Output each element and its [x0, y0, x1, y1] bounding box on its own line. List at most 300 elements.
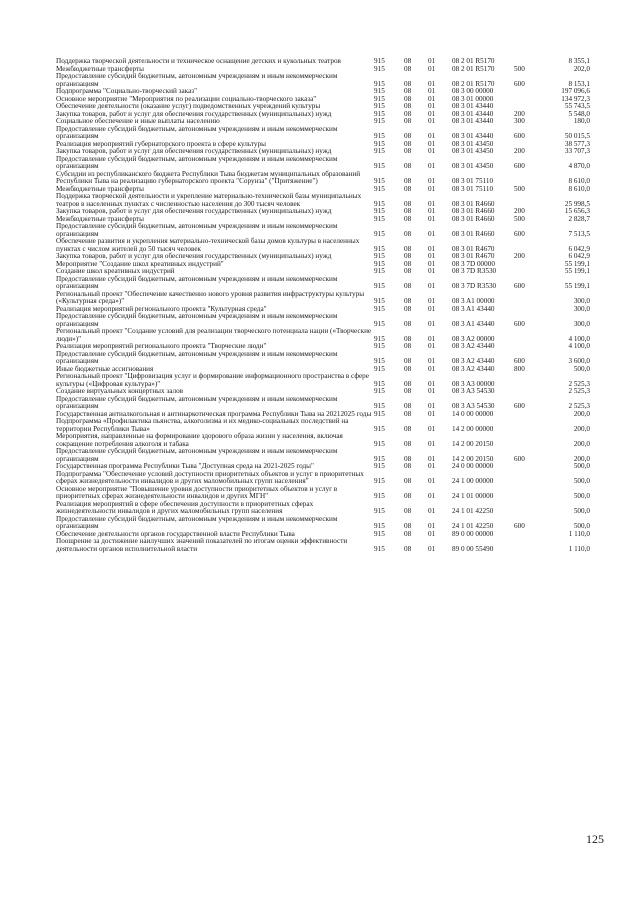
table-body: [56, 58, 590, 553]
admin-code: 915: [374, 297, 385, 305]
target-article-code: 08 3 01 75110: [452, 177, 494, 185]
admin-code: 915: [374, 492, 385, 500]
subsection-code: 01: [428, 507, 436, 515]
section-code: 08: [404, 109, 412, 118]
row-name: Мероприятия, направленные на формирование здорового образа жизни у населения, включая сокращение потребления алкоголя и табака: [56, 432, 343, 448]
expense-type-code: 200: [514, 109, 525, 118]
amount: 4 100,0: [568, 342, 590, 350]
amount: 300,0: [573, 297, 590, 305]
expense-type-code: [514, 486, 540, 501]
subsection-code: 01: [428, 462, 436, 470]
row-name: Иные бюджетные ассигнования: [56, 364, 154, 373]
amount: 1 110,0: [568, 529, 590, 538]
table-row: [56, 373, 590, 388]
expense-type-code: 500: [514, 64, 525, 73]
section-code: 08: [404, 439, 412, 448]
subsection-code: 01: [428, 214, 436, 223]
subsection-code: 01: [428, 139, 436, 148]
section-code: 08: [404, 342, 412, 350]
admin-code: 915: [374, 199, 385, 208]
section-code: 08: [404, 492, 412, 500]
subsection-code: 01: [428, 409, 436, 418]
table-row: [56, 418, 590, 433]
table-row: [56, 351, 590, 366]
section-code: 08: [404, 94, 412, 103]
section-code: 08: [404, 244, 412, 253]
section-code: 08: [404, 387, 412, 395]
target-article-code: 89 0 00 55490: [452, 544, 494, 553]
amount: 5 548,0: [568, 109, 590, 118]
target-article-code: 08 3 01 43450: [452, 162, 494, 170]
amount: 8 610,0: [568, 177, 590, 185]
section-code: 08: [404, 132, 412, 140]
row-name: Субсидии из республиканского бюджета Республики Тыва бюджетам муниципальных образований Республики Тыва на реализацию губернаторского проекта "Сорунза" ("Притяжение"): [56, 169, 361, 185]
row-name: Основное мероприятие "Мероприятия по реализации социально-творческого заказа": [56, 94, 317, 103]
amount: 8 610,0: [568, 184, 590, 193]
subsection-code: 01: [428, 162, 436, 170]
expense-type-code: [514, 306, 540, 314]
row-name: Закупка товаров, работ и услуг для обеспечения государственных (муниципальных) нужд: [56, 252, 332, 260]
target-article-code: 89 0 00 00000: [452, 529, 494, 538]
target-article-code: 24 1 00 00000: [452, 477, 494, 485]
admin-code: 915: [374, 64, 385, 73]
target-article-code: 14 0 00 00000: [452, 409, 494, 418]
admin-code: 915: [374, 162, 385, 170]
expense-type-code: 600: [514, 79, 525, 88]
row-name: Обеспечение развития и укрепления материально-технической базы домов культуры в населенных пунктах с числом жителей до 50 тысяч человек: [56, 237, 360, 253]
amount: 6 042,9: [568, 252, 590, 260]
section-code: 08: [404, 229, 412, 238]
target-article-code: 08 3 01 R4660: [452, 214, 495, 223]
section-code: 08: [404, 304, 412, 313]
amount: 300,0: [573, 319, 590, 328]
amount: 55 199,1: [564, 282, 590, 290]
target-article-code: 24 0 00 00000: [452, 462, 494, 470]
row-name: Региональный проект "Обеспечение качественно нового уровня развития инфраструктуры культуры («Культурная среда»)": [56, 289, 365, 305]
subsection-code: 01: [428, 252, 436, 260]
table-row: [56, 276, 590, 291]
subsection-code: 01: [428, 87, 436, 95]
expense-type-code: 200: [514, 252, 525, 260]
expense-type-code: 200: [514, 207, 525, 215]
admin-code: 915: [374, 207, 385, 215]
target-article-code: 24 1 01 42250: [452, 522, 494, 530]
expense-type-code: [514, 411, 540, 419]
expense-type-code: [514, 171, 540, 186]
row-name: Государственная антиалкогольная и антинаркотическая программа Республики Тыва на 20212025 годы: [56, 409, 372, 418]
row-name: Государственная программа Республики Тыва "Доступная среда на 2021-2025 годы": [56, 462, 314, 470]
section-code: 08: [404, 424, 412, 433]
amount: 500,0: [573, 507, 590, 515]
target-article-code: 08 3 01 43450: [452, 147, 494, 155]
subsection-code: 01: [428, 379, 436, 388]
target-article-code: 08 3 A2 43440: [452, 357, 495, 365]
page-number: 125: [586, 832, 604, 846]
section-code: 08: [404, 64, 412, 73]
expense-type-code: 600: [514, 229, 525, 238]
amount: 55 199,1: [564, 267, 590, 275]
table-row: [56, 471, 590, 486]
section-code: 08: [404, 334, 412, 343]
subsection-code: 01: [428, 79, 436, 88]
table-row: [56, 171, 590, 186]
expense-type-code: [514, 238, 540, 253]
section-code: 08: [404, 162, 412, 170]
section-code: 08: [404, 184, 412, 193]
admin-code: 915: [374, 282, 385, 290]
subsection-code: 01: [428, 117, 436, 125]
table-row: [56, 73, 590, 88]
section-code: 08: [404, 379, 412, 388]
admin-code: 915: [374, 529, 385, 538]
row-name: Предоставление субсидий бюджетным, автономным учреждениям и иным некоммерческим организациям: [56, 72, 338, 88]
admin-code: 915: [374, 364, 385, 373]
subsection-code: 01: [428, 259, 436, 268]
budget-table: [56, 58, 590, 553]
admin-code: 915: [374, 462, 385, 470]
row-name: Межбюджетные трансферты: [56, 214, 144, 223]
row-name: Закупка товаров, работ и услуг для обеспечения государственных (муниципальных) нужд: [56, 109, 332, 118]
amount: 8 153,1: [568, 79, 590, 88]
amount: 200,0: [573, 424, 590, 433]
table-row: [56, 396, 590, 411]
admin-code: 915: [374, 139, 385, 148]
row-name: Предоставление субсидий бюджетным, автономным учреждениям и иным некоммерческим организациям: [56, 349, 338, 365]
target-article-code: 08 3 7D R3530: [452, 267, 497, 275]
section-code: 08: [404, 259, 412, 268]
subsection-code: 01: [428, 297, 436, 305]
table-row: [56, 516, 590, 531]
table-row: [56, 223, 590, 238]
section-code: 08: [404, 252, 412, 260]
subsection-code: 01: [428, 109, 436, 118]
amount: 15 656,3: [564, 207, 590, 215]
admin-code: 915: [374, 252, 385, 260]
expense-type-code: [514, 388, 540, 396]
expense-type-code: [514, 268, 540, 276]
section-code: 08: [404, 87, 412, 95]
target-article-code: 08 3 A2 43440: [452, 364, 495, 373]
admin-code: 915: [374, 334, 385, 343]
amount: 2 525,3: [568, 402, 590, 410]
target-article-code: 08 3 A3 54530: [452, 402, 495, 410]
subsection-code: 01: [428, 102, 436, 110]
section-code: 08: [404, 199, 412, 208]
section-code: 08: [404, 297, 412, 305]
row-name: Подпрограмма «Профилактика пьянства, алкоголизма и их медико-социальных последствий на территории Республики Тыва»: [56, 417, 349, 433]
admin-code: 915: [374, 507, 385, 515]
section-code: 08: [404, 462, 412, 470]
expense-type-code: 600: [514, 522, 525, 530]
expense-type-code: [514, 96, 540, 104]
subsection-code: 01: [428, 57, 436, 65]
row-name: Реализация мероприятий в сфере обеспечения доступности в приоритетных сферах жизнедеятельности инвалидов и других маломобильных групп населения: [56, 499, 314, 515]
admin-code: 915: [374, 379, 385, 388]
amount: 50 015,5: [564, 132, 590, 140]
target-article-code: 08 3 01 43450: [452, 139, 494, 148]
admin-code: 915: [374, 57, 385, 65]
amount: 500,0: [573, 462, 590, 470]
row-name: Создание школ креативных индустрий: [56, 267, 175, 275]
expense-type-code: [514, 471, 540, 486]
target-article-code: 08 3 7D R3530: [452, 282, 497, 290]
admin-code: 915: [374, 544, 385, 553]
admin-code: 915: [374, 147, 385, 155]
admin-code: 915: [374, 319, 385, 328]
admin-code: 915: [374, 342, 385, 350]
amount: 6 042,9: [568, 244, 590, 253]
subsection-code: 01: [428, 492, 436, 500]
row-name: Основное мероприятие "Повышение уровня доступности приоритетных объектов и услуг в приоритетных сферах жизнедеятельности инвалидов и других МГН": [56, 484, 338, 500]
table-row: [56, 538, 590, 553]
amount: 3 600,0: [568, 357, 590, 365]
expense-type-code: 500: [514, 184, 525, 193]
admin-code: 915: [374, 387, 385, 395]
section-code: 08: [404, 522, 412, 530]
section-code: 08: [404, 282, 412, 290]
section-code: 08: [404, 57, 412, 65]
subsection-code: 01: [428, 342, 436, 350]
subsection-code: 01: [428, 184, 436, 193]
section-code: 08: [404, 319, 412, 328]
target-article-code: 08 2 01 R5170: [452, 79, 495, 88]
row-name: Реализация мероприятий губернаторского проекта в сфере культуры: [56, 139, 266, 148]
target-article-code: 08 3 7D 00000: [452, 259, 495, 268]
amount: 200,0: [573, 409, 590, 418]
section-code: 08: [404, 177, 412, 185]
expense-type-code: [514, 373, 540, 388]
amount: 7 513,5: [568, 229, 590, 238]
section-code: 08: [404, 214, 412, 223]
target-article-code: 14 2 00 20150: [452, 439, 494, 448]
row-name: Межбюджетные трансферты: [56, 64, 144, 73]
subsection-code: 01: [428, 207, 436, 215]
admin-code: 915: [374, 214, 385, 223]
row-name: Предоставление субсидий бюджетным, автономным учреждениям и иным некоммерческим организациям: [56, 124, 338, 140]
admin-code: 915: [374, 424, 385, 433]
target-article-code: 08 3 A3 00000: [452, 379, 495, 388]
section-code: 08: [404, 357, 412, 365]
row-name: Региональный проект "Цифровизация услуг и формирование информационного пространства в сфере культуры («Цифровая культура»)": [56, 372, 369, 388]
subsection-code: 01: [428, 147, 436, 155]
target-article-code: 08 3 01 43440: [452, 117, 494, 125]
amount: 200,0: [573, 454, 590, 463]
expense-type-code: [514, 538, 540, 553]
subsection-code: 01: [428, 132, 436, 140]
section-code: 08: [404, 529, 412, 538]
subsection-code: 01: [428, 334, 436, 343]
amount: 180,0: [573, 117, 590, 125]
target-article-code: 08 3 A2 00000: [452, 334, 495, 343]
row-name: Обеспечение деятельности (оказание услуг) подведомственных учреждений культуры: [56, 102, 321, 110]
section-code: 08: [404, 454, 412, 463]
amount: 500,0: [573, 522, 590, 530]
admin-code: 915: [374, 439, 385, 448]
expense-type-code: 600: [514, 319, 525, 328]
row-name: Закупка товаров, работ и услуг для обеспечения государственных (муниципальных) нужд: [56, 147, 332, 155]
row-name: Подпрограмма "Социально-творческий заказ": [56, 87, 198, 95]
subsection-code: 01: [428, 387, 436, 395]
row-name: Предоставление субсидий бюджетным, автономным учреждениям и иным некоммерческим организациям: [56, 447, 338, 463]
table-row: [56, 313, 590, 328]
row-name: Мероприятие "Создание школ креативных индустрий": [56, 259, 224, 268]
subsection-code: 01: [428, 357, 436, 365]
admin-code: 915: [374, 244, 385, 253]
subsection-code: 01: [428, 454, 436, 463]
row-name: Обеспечение деятельности органов государственной власти Республики Тыва: [56, 529, 295, 538]
expense-type-code: 600: [514, 132, 525, 140]
target-article-code: 08 3 01 43440: [452, 132, 494, 140]
section-code: 08: [404, 477, 412, 485]
amount: 8 355,1: [568, 57, 590, 65]
target-article-code: 08 3 A1 43440: [452, 304, 495, 313]
row-name: Создание виртуальных концертных залов: [56, 387, 184, 395]
row-name: Предоставление субсидий бюджетным, автономным учреждениям и иным некоммерческим организациям: [56, 312, 338, 328]
section-code: 08: [404, 102, 412, 110]
amount: 1 110,0: [568, 544, 590, 553]
amount: 200,0: [573, 439, 590, 448]
expense-type-code: 600: [514, 454, 525, 463]
section-code: 08: [404, 267, 412, 275]
section-code: 08: [404, 409, 412, 418]
target-article-code: 08 3 01 R4660: [452, 199, 495, 208]
expense-type-code: 600: [514, 402, 525, 410]
row-name: Подпрограмма "Обеспечение условий доступности приоритетных объектов и услуг в приоритетных сферах жизнедеятельности инвалидов и других маломобильных групп населения": [56, 469, 364, 485]
amount: 4 100,0: [568, 334, 590, 343]
section-code: 08: [404, 402, 412, 410]
table-row: [56, 238, 590, 253]
amount: 2 525,3: [568, 379, 590, 388]
admin-code: 915: [374, 109, 385, 118]
target-article-code: 14 2 00 20150: [452, 454, 494, 463]
expense-type-code: 800: [514, 364, 525, 373]
subsection-code: 01: [428, 402, 436, 410]
subsection-code: 01: [428, 424, 436, 433]
section-code: 08: [404, 147, 412, 155]
row-name: Предоставление субсидий бюджетным, автономным учреждениям и иным некоммерческим организациям: [56, 514, 338, 530]
amount: 300,0: [573, 304, 590, 313]
admin-code: 915: [374, 402, 385, 410]
expense-type-code: 600: [514, 162, 525, 170]
admin-code: 915: [374, 94, 385, 103]
target-article-code: 08 3 01 43440: [452, 102, 494, 110]
target-article-code: 08 3 01 R4670: [452, 244, 495, 253]
admin-code: 915: [374, 409, 385, 418]
amount: 500,0: [573, 492, 590, 500]
expense-type-code: 500: [514, 214, 525, 223]
section-code: 08: [404, 364, 412, 373]
row-name: Поощрение за достижение наилучших значений показателей по итогам оценки эффективности деятельности органов исполнительной власти: [56, 537, 348, 553]
target-article-code: 14 2 00 00000: [452, 424, 494, 433]
section-code: 08: [404, 139, 412, 148]
section-code: 08: [404, 117, 412, 125]
amount: 202,0: [573, 64, 590, 73]
row-name: Межбюджетные трансферты: [56, 184, 144, 193]
admin-code: 915: [374, 454, 385, 463]
target-article-code: 08 3 A1 00000: [452, 297, 495, 305]
table-row: [56, 126, 590, 141]
subsection-code: 01: [428, 229, 436, 238]
row-name: Реализация мероприятий регионального проекта "Культурная среда": [56, 304, 267, 313]
section-code: 08: [404, 79, 412, 88]
row-name: Предоставление субсидий бюджетным, автономным учреждениям и иным некоммерческим организациям: [56, 154, 338, 170]
admin-code: 915: [374, 102, 385, 110]
amount: 134 972,3: [561, 94, 590, 103]
amount: 197 096,6: [561, 87, 590, 95]
amount: 2 525,3: [568, 387, 590, 395]
subsection-code: 01: [428, 522, 436, 530]
row-name: Поддержка творческой деятельности и техническое оснащение детских и кукольных театров: [56, 57, 341, 65]
admin-code: 915: [374, 132, 385, 140]
expense-type-code: [514, 261, 540, 269]
amount: 500,0: [573, 477, 590, 485]
expense-type-code: [514, 418, 540, 433]
subsection-code: 01: [428, 94, 436, 103]
row-name: Закупка товаров, работ и услуг для обеспечения государственных (муниципальных) нужд: [56, 207, 332, 215]
table-row: [56, 448, 590, 463]
expense-type-code: [514, 88, 540, 96]
subsection-code: 01: [428, 304, 436, 313]
expense-type-code: 300: [514, 117, 525, 125]
subsection-code: 01: [428, 439, 436, 448]
target-article-code: 08 3 01 R4670: [452, 252, 495, 260]
expense-type-code: 200: [514, 147, 525, 155]
expense-type-code: 600: [514, 357, 525, 365]
expense-type-code: [514, 291, 540, 306]
subsection-code: 01: [428, 544, 436, 553]
subsection-code: 01: [428, 282, 436, 290]
expense-type-code: 600: [514, 282, 525, 290]
target-article-code: 08 2 01 R5170: [452, 57, 495, 65]
subsection-code: 01: [428, 364, 436, 373]
expense-type-code: [514, 343, 540, 351]
table-row: [56, 433, 590, 448]
row-name: Предоставление субсидий бюджетным, автономным учреждениям и иным некоммерческим организациям: [56, 394, 338, 410]
amount: 33 707,3: [564, 147, 590, 155]
table-row: [56, 328, 590, 343]
expense-type-code: [514, 501, 540, 516]
amount: 55 199,1: [564, 259, 590, 268]
admin-code: 915: [374, 304, 385, 313]
target-article-code: 08 3 01 43440: [452, 109, 494, 118]
amount: 500,0: [573, 364, 590, 373]
target-article-code: 08 3 01 75110: [452, 184, 494, 193]
expense-type-code: [514, 531, 540, 539]
row-name: Предоставление субсидий бюджетным, автономным учреждениям и иным некоммерческим организациям: [56, 222, 338, 238]
amount: 25 998,5: [564, 199, 590, 208]
row-name: Социальное обеспечение и иные выплаты населению: [56, 117, 220, 125]
expense-type-code: [514, 463, 540, 471]
section-code: 08: [404, 207, 412, 215]
amount: 38 577,3: [564, 139, 590, 148]
admin-code: 915: [374, 477, 385, 485]
target-article-code: 08 3 A2 43440: [452, 342, 495, 350]
section-code: 08: [404, 544, 412, 553]
table-row: [56, 291, 590, 306]
expense-type-code: [514, 328, 540, 343]
amount: 2 828,7: [568, 214, 590, 223]
admin-code: 915: [374, 184, 385, 193]
subsection-code: 01: [428, 267, 436, 275]
target-article-code: 08 3 01 R4660: [452, 229, 495, 238]
admin-code: 915: [374, 267, 385, 275]
admin-code: 915: [374, 259, 385, 268]
target-article-code: 24 1 01 00000: [452, 492, 494, 500]
target-article-code: 08 3 01 00000: [452, 94, 494, 103]
subsection-code: 01: [428, 177, 436, 185]
subsection-code: 01: [428, 64, 436, 73]
table-row: [56, 501, 590, 516]
